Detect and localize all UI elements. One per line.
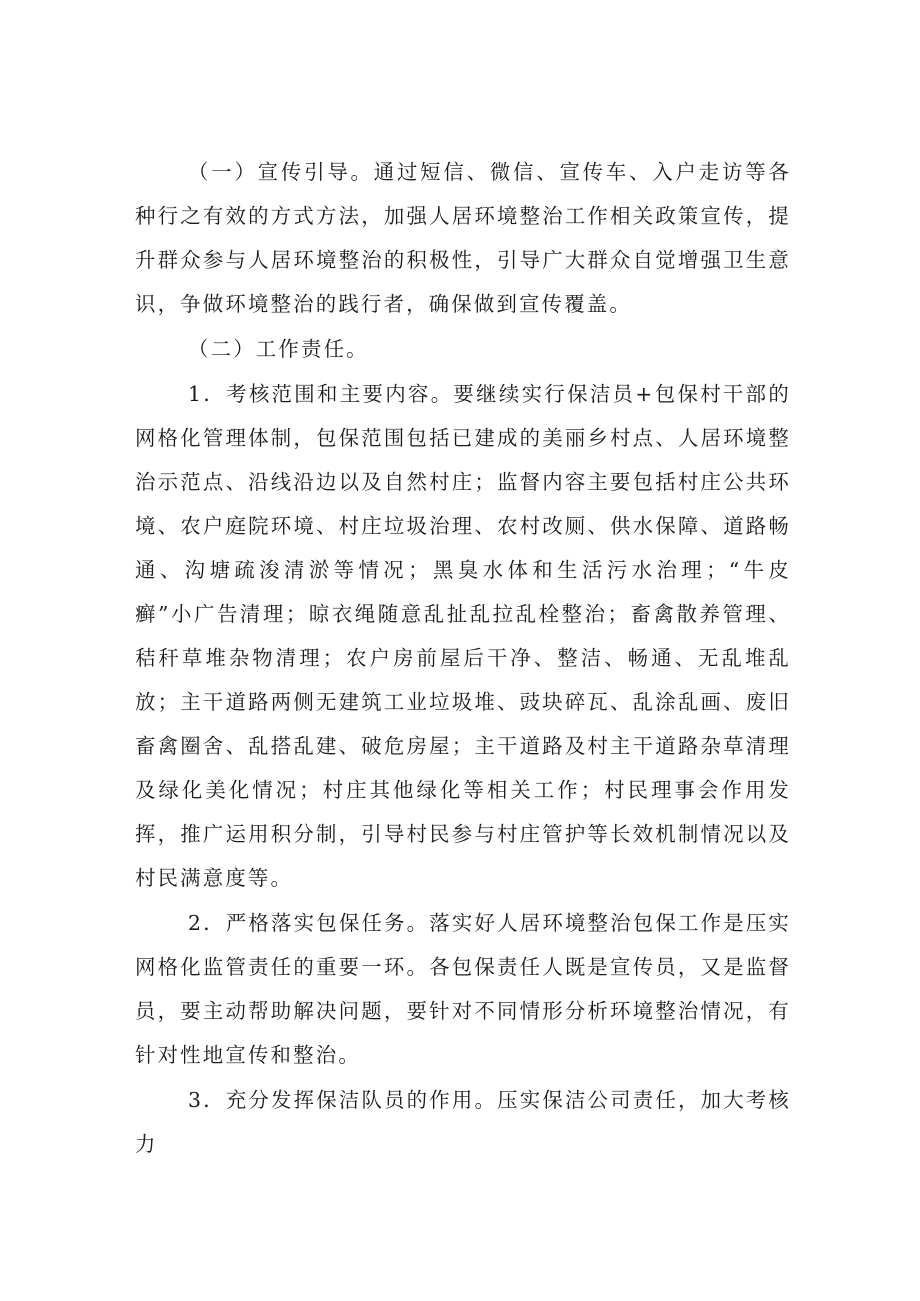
paragraph-implement-tasks: 2．严格落实包保任务。落实好人居环境整治包保工作是压实网格化监管责任的重要一环。各包保责任人既是宣传员，又是监督员，要主动帮助解决问题，要针对不同情形分析环境整治情况，有针对性地宣传和整治。 [135, 911, 791, 1067]
document-body [135, 150, 791, 1167]
paragraph-assessment-scope: 1．考核范围和主要内容。要继续实行保洁员+包保村干部的网格化管理体制，包保范围包括已建成的美丽乡村点、人居环境整治示范点、沿线沿边以及自然村庄；监督内容主要包括村庄公共环境、农户庭院环境、村庄垃圾治理、农村改厕、供水保障、道路畅通、沟塘疏浚清淤等情况；黑臭水体和生活污水治理；“牛皮癣”小广告清理；晾衣绳随意乱扯乱拉乱栓整治；畜禽散养管理、秸秆草堆杂物清理；农户房前屋后干净、整洁、畅通、无乱堆乱放；主干道路两侧无建筑工业垃圾堆、豉块碎瓦、乱涂乱画、废旧畜禽圈舍、乱搭乱建、破危房屋；主干道路及村主干道路杂草清理及绿化美化情况；村庄其他绿化等相关工作；村民理事会作用发挥，推广运用积分制，引导村民参与村庄管护等长效机制情况以及村民满意度等。 [135, 382, 791, 890]
paragraph-work-responsibility-heading: （二）工作责任。 [188, 337, 369, 361]
paragraph-publicity-guidance: （一）宣传引导。通过短信、微信、宣传车、入户走访等各种行之有效的方式方法，加强人居环境整治工作相关政策宣传，提升群众参与人居环境整治的积极性，引导广大群众自觉增强卫生意识，争做环境整治的践行者，确保做到宣传覆盖。 [135, 160, 791, 316]
paragraph-cleaning-team: 3．充分发挥保洁队员的作用。压实保洁公司责任，加大考核力 [135, 1088, 791, 1156]
